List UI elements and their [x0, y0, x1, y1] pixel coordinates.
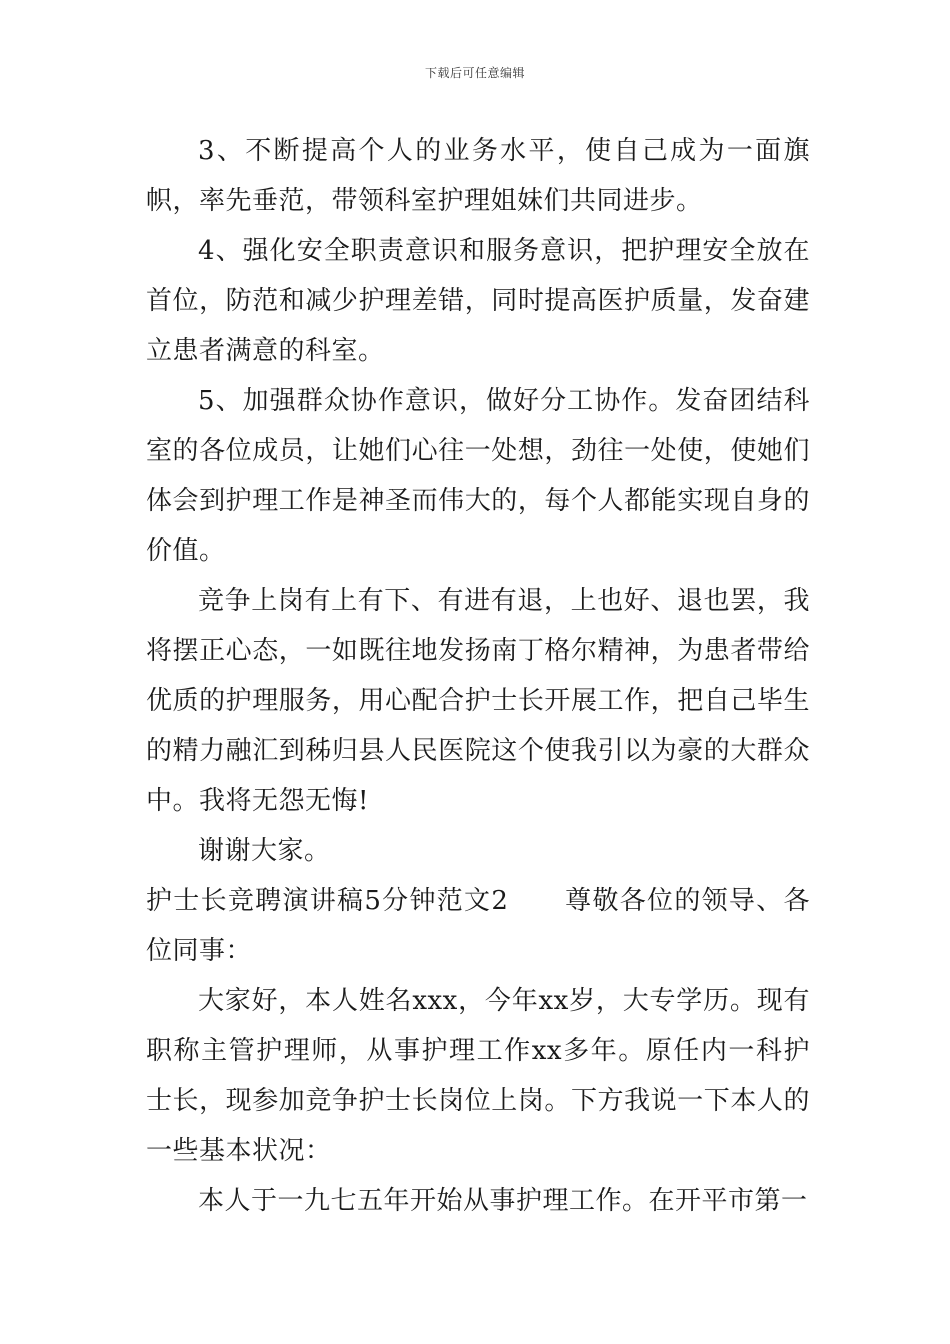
paragraph-3: 3、不断提高个人的业务水平，使自己成为一面旗帜，率先垂范，带领科室护理姐妹们共同进步。 — [146, 136, 810, 216]
paragraph-4: 4、强化安全职责意识和服务意识，把护理安全放在首位，防范和减少护理差错，同时提高医护质量，发奋建立患者满意的科室。 — [146, 236, 810, 366]
section-title: 护士长竞聘演讲稿5分钟范文2 — [146, 886, 509, 916]
paragraph-closing: 竞争上岗有上有下、有进有退，上也好、退也罢，我将摆正心态，一如既往地发扬南丁格尔精神，为患者带给优质的护理服务，用心配合护士长开展工作，把自己毕生的精力融汇到秭归县人民医院这个使我引以为豪的大群众中。我将无怨无悔! — [146, 586, 810, 816]
header-note: 下载后可任意编辑 — [424, 66, 525, 80]
section-title-line — [146, 876, 810, 976]
paragraph-thanks: 谢谢大家。 — [198, 836, 331, 866]
document-body — [146, 126, 810, 1226]
paragraph-intro: 大家好，本人姓名xxx，今年xx岁，大专学历。现有职称主管护理师，从事护理工作xx多年。原任内一科护士长，现参加竞争护士长岗位上岗。下方我说一下本人的一些基本状况： — [146, 986, 810, 1166]
paragraph-history: 本人于一九七五年开始从事护理工作。在开平市第一 — [198, 1186, 808, 1216]
paragraph-5: 5、加强群众协作意识，做好分工协作。发奋团结科室的各位成员，让她们心往一处想，劲往一处使，使她们体会到护理工作是神圣而伟大的，每个人都能实现自身的价值。 — [146, 386, 810, 566]
salutation: 尊敬各位的领导、各位同事： — [146, 886, 810, 966]
